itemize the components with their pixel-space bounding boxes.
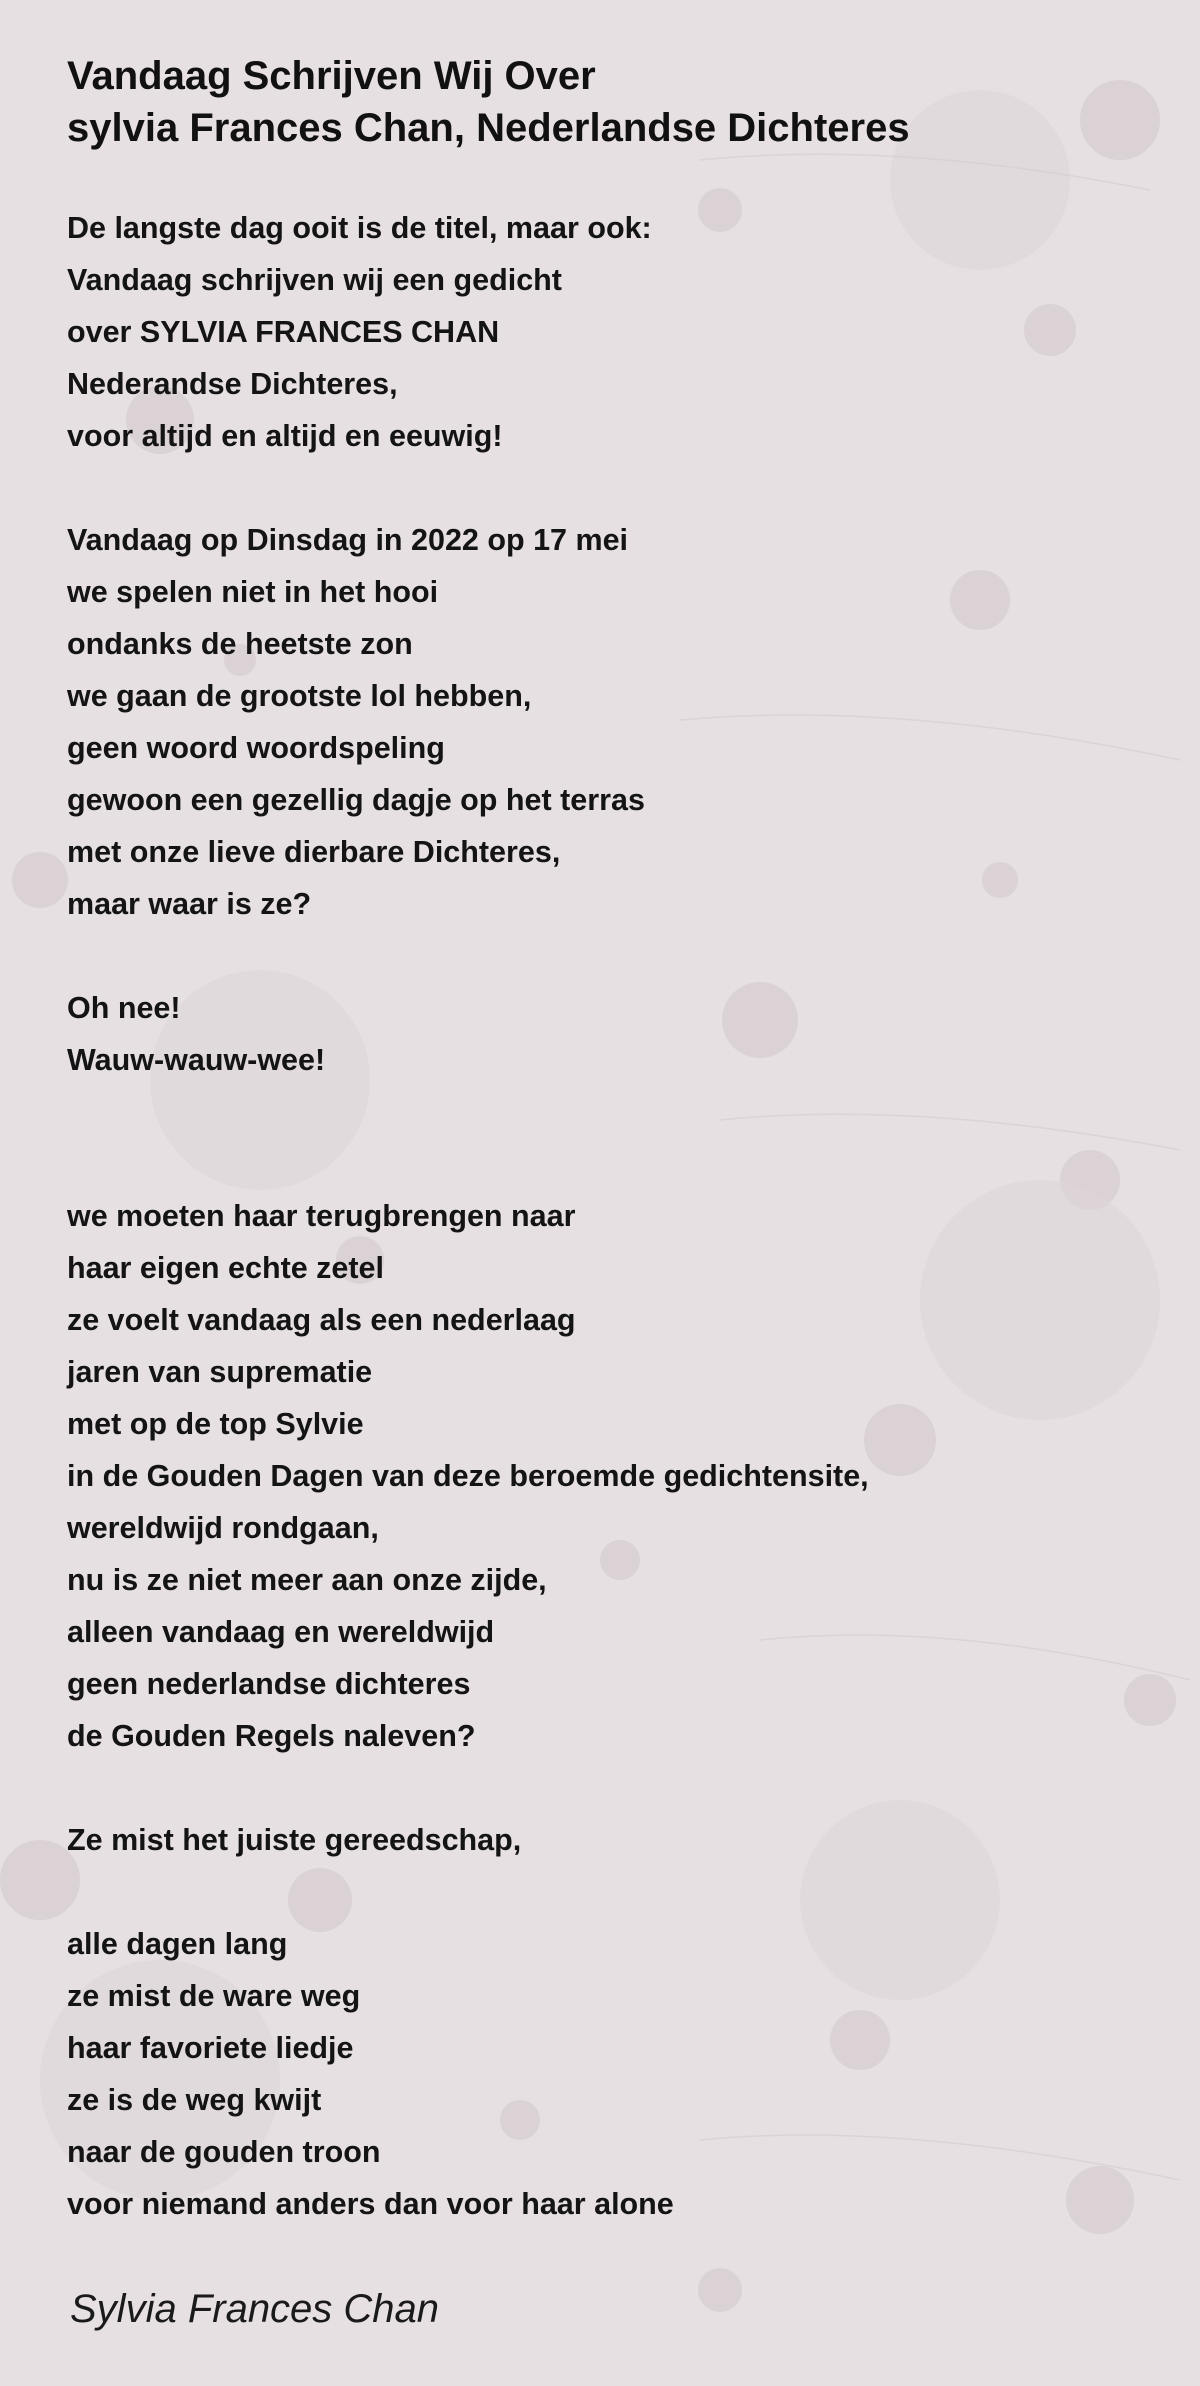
poem-stanza-gap bbox=[67, 468, 1147, 520]
poem-title-line-2: sylvia Frances Chan, Nederlandse Dichteres bbox=[67, 106, 910, 150]
poem-line: voor niemand anders dan voor haar alone bbox=[67, 2187, 674, 2221]
poem-stanza-gap bbox=[67, 1768, 1147, 1820]
poem-stanza-gap bbox=[67, 1092, 1147, 1144]
poem-line: Nederandse Dichteres, bbox=[67, 367, 398, 401]
poem-author: Sylvia Frances Chan bbox=[70, 2287, 440, 2331]
poem-line: ondanks de heetste zon bbox=[67, 627, 413, 661]
poem-line: met op de top Sylvie bbox=[67, 1407, 364, 1441]
poem-line: met onze lieve dierbare Dichteres, bbox=[67, 835, 561, 869]
poem-line: ze mist de ware weg bbox=[67, 1979, 361, 2013]
poem-stanza-gap bbox=[67, 1872, 1147, 1924]
poem-line: gewoon een gezellig dagje op het terras bbox=[67, 783, 645, 817]
poem-line: De langste dag ooit is de titel, maar ook: bbox=[67, 211, 652, 245]
poem-line: in de Gouden Dagen van deze beroemde gedichtensite, bbox=[67, 1459, 869, 1493]
poem-line: de Gouden Regels naleven? bbox=[67, 1719, 476, 1753]
poem-line: Vandaag schrijven wij een gedicht bbox=[67, 263, 562, 297]
poem-line: we gaan de grootste lol hebben, bbox=[67, 679, 532, 713]
poem-line: naar de gouden troon bbox=[67, 2135, 381, 2169]
poem-line: maar waar is ze? bbox=[67, 887, 312, 921]
poem-line: wereldwijd rondgaan, bbox=[67, 1511, 379, 1545]
poem-line: haar eigen echte zetel bbox=[67, 1251, 384, 1285]
poem-line: haar favoriete liedje bbox=[67, 2031, 354, 2065]
poem-line: over SYLVIA FRANCES CHAN bbox=[67, 315, 500, 349]
poem-line: we moeten haar terugbrengen naar bbox=[67, 1199, 576, 1233]
poem-title-line-1: Vandaag Schrijven Wij Over bbox=[67, 54, 596, 98]
poem-line: nu is ze niet meer aan onze zijde, bbox=[67, 1563, 547, 1597]
poem-line: geen woord woordspeling bbox=[67, 731, 445, 765]
poem-line: alle dagen lang bbox=[67, 1927, 288, 1961]
poem-line: Wauw-wauw-wee! bbox=[67, 1043, 326, 1077]
poem-line: we spelen niet in het hooi bbox=[67, 575, 439, 609]
poem-line: voor altijd en altijd en eeuwig! bbox=[67, 419, 503, 453]
poem-stanza-gap bbox=[67, 936, 1147, 988]
poem-line: geen nederlandse dichteres bbox=[67, 1667, 471, 1701]
poem-line: alleen vandaag en wereldwijd bbox=[67, 1615, 495, 1649]
poem-line: Oh nee! bbox=[67, 991, 181, 1025]
poem-title bbox=[67, 50, 1147, 154]
poem-line: Ze mist het juiste gereedschap, bbox=[67, 1823, 522, 1857]
poem-line: Vandaag op Dinsdag in 2022 op 17 mei bbox=[67, 523, 629, 557]
poem-line: ze is de weg kwijt bbox=[67, 2083, 322, 2117]
poem-line: ze voelt vandaag als een nederlaag bbox=[67, 1303, 576, 1337]
poem-body bbox=[67, 208, 1147, 2236]
poem-stanza-gap bbox=[67, 1144, 1147, 1196]
poem-line: jaren van suprematie bbox=[67, 1355, 373, 1389]
